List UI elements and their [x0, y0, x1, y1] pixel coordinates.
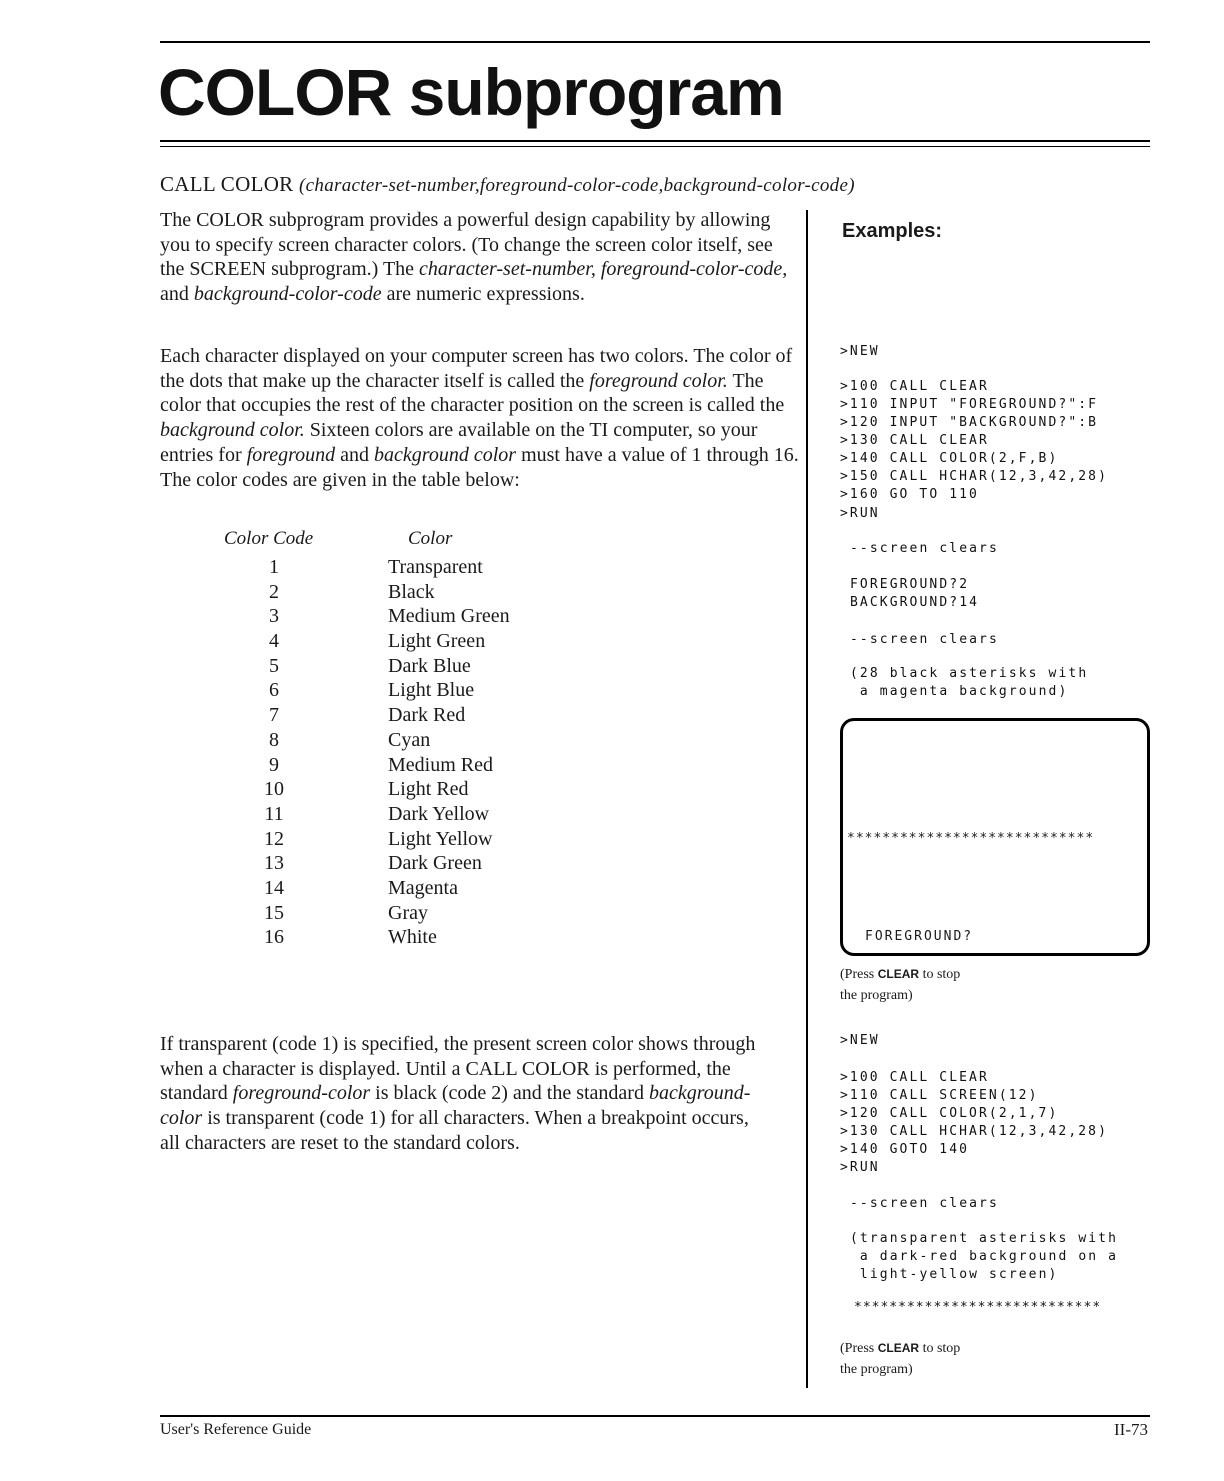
note-text: to stop: [922, 967, 961, 982]
color-code: 3: [269, 605, 279, 628]
color-name: Light Red: [388, 778, 469, 801]
table-row: [160, 852, 800, 877]
column-divider: [806, 210, 808, 1388]
press-clear-note: [840, 1338, 960, 1380]
code-line: >160 GO TO 110: [840, 487, 979, 502]
screen-clears-note: --screen clears: [850, 1196, 999, 1211]
screen-clears-note: --screen clears: [850, 632, 999, 647]
color-name: Gray: [388, 901, 428, 924]
header-color: Color: [408, 528, 453, 549]
color-name: Dark Green: [388, 852, 482, 875]
code-line: >110 INPUT "FOREGROUND?":F: [840, 397, 1099, 412]
io-line: BACKGROUND?14: [850, 595, 980, 610]
foreground-prompt: FOREGROUND?: [865, 929, 974, 944]
title-rule-upper: [160, 140, 1150, 142]
color-code: 9: [269, 753, 279, 776]
code-line: >130 CALL HCHAR(12,3,42,28): [840, 1124, 1109, 1139]
code-line: >130 CALL CLEAR: [840, 433, 989, 448]
color-name: Dark Yellow: [388, 802, 490, 825]
table-row: [160, 556, 800, 581]
note-text: the program): [840, 1362, 913, 1377]
italic-term: background color.: [160, 419, 305, 442]
color-name: Cyan: [388, 728, 431, 751]
code-line: >120 CALL COLOR(2,1,7): [840, 1106, 1059, 1121]
code-line: >100 CALL CLEAR: [840, 1070, 989, 1085]
press-clear-note: [840, 964, 960, 1006]
color-code: 5: [269, 654, 279, 677]
table-row: [160, 803, 800, 828]
note-text: (Press: [840, 1341, 875, 1356]
table-row: [160, 630, 800, 655]
color-name: White: [388, 926, 437, 949]
color-name: Light Blue: [388, 679, 475, 702]
color-code: 12: [264, 827, 284, 850]
color-name: Black: [388, 580, 435, 603]
syntax-call: CALL COLOR: [160, 172, 294, 196]
code-line: >140 GOTO 140: [840, 1142, 970, 1157]
clear-key-label: CLEAR: [877, 1341, 920, 1355]
screen-illustration: [840, 718, 1150, 956]
text-run: and: [340, 443, 370, 466]
result-description: a dark-red background on a: [850, 1249, 1119, 1264]
italic-term: background-color: [160, 1082, 751, 1130]
text-run: and: [160, 283, 189, 306]
color-name: Light Green: [388, 630, 486, 653]
table-row: [160, 754, 800, 779]
code-line: >NEW: [840, 344, 880, 359]
code-line: >150 CALL HCHAR(12,3,42,28): [840, 469, 1109, 484]
result-description: a magenta background): [850, 684, 1069, 699]
header-color-code: Color Code: [224, 528, 314, 549]
color-code: 10: [264, 778, 284, 801]
table-row: [160, 729, 800, 754]
color-name: Magenta: [388, 876, 458, 899]
color-code: 6: [269, 679, 279, 702]
io-line: FOREGROUND?2: [850, 577, 970, 592]
color-code: 14: [264, 876, 284, 899]
color-name: Dark Red: [388, 704, 466, 727]
table-row: [160, 679, 800, 704]
color-code: 15: [264, 901, 284, 924]
result-description: (transparent asterisks with: [850, 1231, 1119, 1246]
footer-rule: [160, 1415, 1150, 1417]
text-run: is black (code 2) and the standard: [375, 1082, 644, 1105]
text-run: must have a value of 1 through 16. The color codes are given in the table below:: [160, 443, 799, 491]
note-text: (Press: [840, 967, 875, 982]
top-rule: [160, 41, 1150, 43]
text-run: The color that occupies the rest of the character position on the screen is called the: [160, 369, 785, 417]
text-run: The COLOR subprogram provides a powerful design capability by allowing you to specify screen character colors. (To change the screen color itself, see the SCREEN subprogram.) The: [160, 209, 773, 281]
color-name: Medium Green: [388, 605, 510, 628]
text-run: Each character displayed on your computer screen has two colors. The color of the dots that make up the character itself is called the: [160, 345, 793, 392]
table-row: [160, 877, 800, 902]
table-row: [160, 828, 800, 853]
code-line: >140 CALL COLOR(2,F,B): [840, 451, 1059, 466]
note-text: the program): [840, 988, 913, 1003]
syntax-line: [160, 172, 855, 197]
color-name: Transparent: [388, 556, 483, 578]
color-code: 2: [269, 580, 279, 603]
code-line: >RUN: [840, 1160, 880, 1175]
color-code: 11: [264, 802, 284, 825]
page-title: COLOR subprogram: [158, 55, 784, 129]
color-code: 4: [269, 630, 279, 653]
code-line: >110 CALL SCREEN(12): [840, 1088, 1039, 1103]
color-name: Light Yellow: [388, 827, 493, 850]
result-description: light-yellow screen): [850, 1267, 1059, 1282]
page-number: II-73: [1114, 1420, 1148, 1439]
color-code: 7: [269, 704, 279, 727]
table-row: [160, 704, 800, 729]
code-line: >100 CALL CLEAR: [840, 379, 989, 394]
italic-term: foreground-color: [232, 1082, 371, 1105]
footer-guide-title: User's Reference Guide: [160, 1421, 312, 1438]
intro-paragraph: [160, 208, 800, 307]
syntax-args: (character-set-number,foreground-color-code,background-color-code): [299, 175, 855, 196]
table-row: [160, 902, 800, 927]
color-code: 16: [264, 926, 284, 949]
asterisk-row: ****************************: [854, 1300, 1102, 1315]
table-row: [160, 655, 800, 680]
color-code: 8: [269, 728, 279, 751]
table-row: [160, 926, 800, 951]
transparent-paragraph: [160, 1032, 760, 1156]
table-row: [160, 605, 800, 630]
color-name: Medium Red: [388, 753, 493, 776]
result-description: (28 black asterisks with: [850, 666, 1089, 681]
italic-term: background-color-code: [193, 283, 382, 306]
table-row: [160, 581, 800, 606]
title-rule-lower: [160, 146, 1150, 147]
colors-paragraph: [160, 344, 800, 492]
note-text: to stop: [922, 1341, 961, 1356]
code-line: >RUN: [840, 506, 880, 521]
color-name: Dark Blue: [388, 654, 471, 677]
italic-term: character-set-number, foreground-color-code,: [419, 258, 788, 281]
italic-term: background color: [374, 443, 517, 466]
italic-term: foreground: [246, 443, 336, 466]
color-code: 13: [264, 852, 284, 875]
screen-clears-note: --screen clears: [850, 541, 999, 556]
text-run: are numeric expressions.: [386, 283, 585, 306]
color-table: [160, 556, 800, 951]
text-run: is transparent (code 1) for all characters. When a breakpoint occurs, all characters are reset to the standard colors.: [160, 1107, 749, 1154]
asterisk-row: ****************************: [847, 831, 1095, 846]
italic-term: foreground color.: [589, 369, 728, 392]
code-line: >120 INPUT "BACKGROUND?":B: [840, 415, 1099, 430]
examples-heading: Examples:: [842, 220, 943, 242]
table-row: [160, 778, 800, 803]
code-line: >NEW: [840, 1033, 880, 1048]
color-code: 1: [269, 556, 279, 578]
clear-key-label: CLEAR: [877, 967, 920, 981]
text-run: If transparent (code 1) is specified, the present screen color shows through when a character is displayed. Until a CALL COLOR is performed, the standard: [160, 1033, 756, 1105]
text-run: Sixteen colors are available on the TI computer, so your entries for: [160, 419, 758, 466]
